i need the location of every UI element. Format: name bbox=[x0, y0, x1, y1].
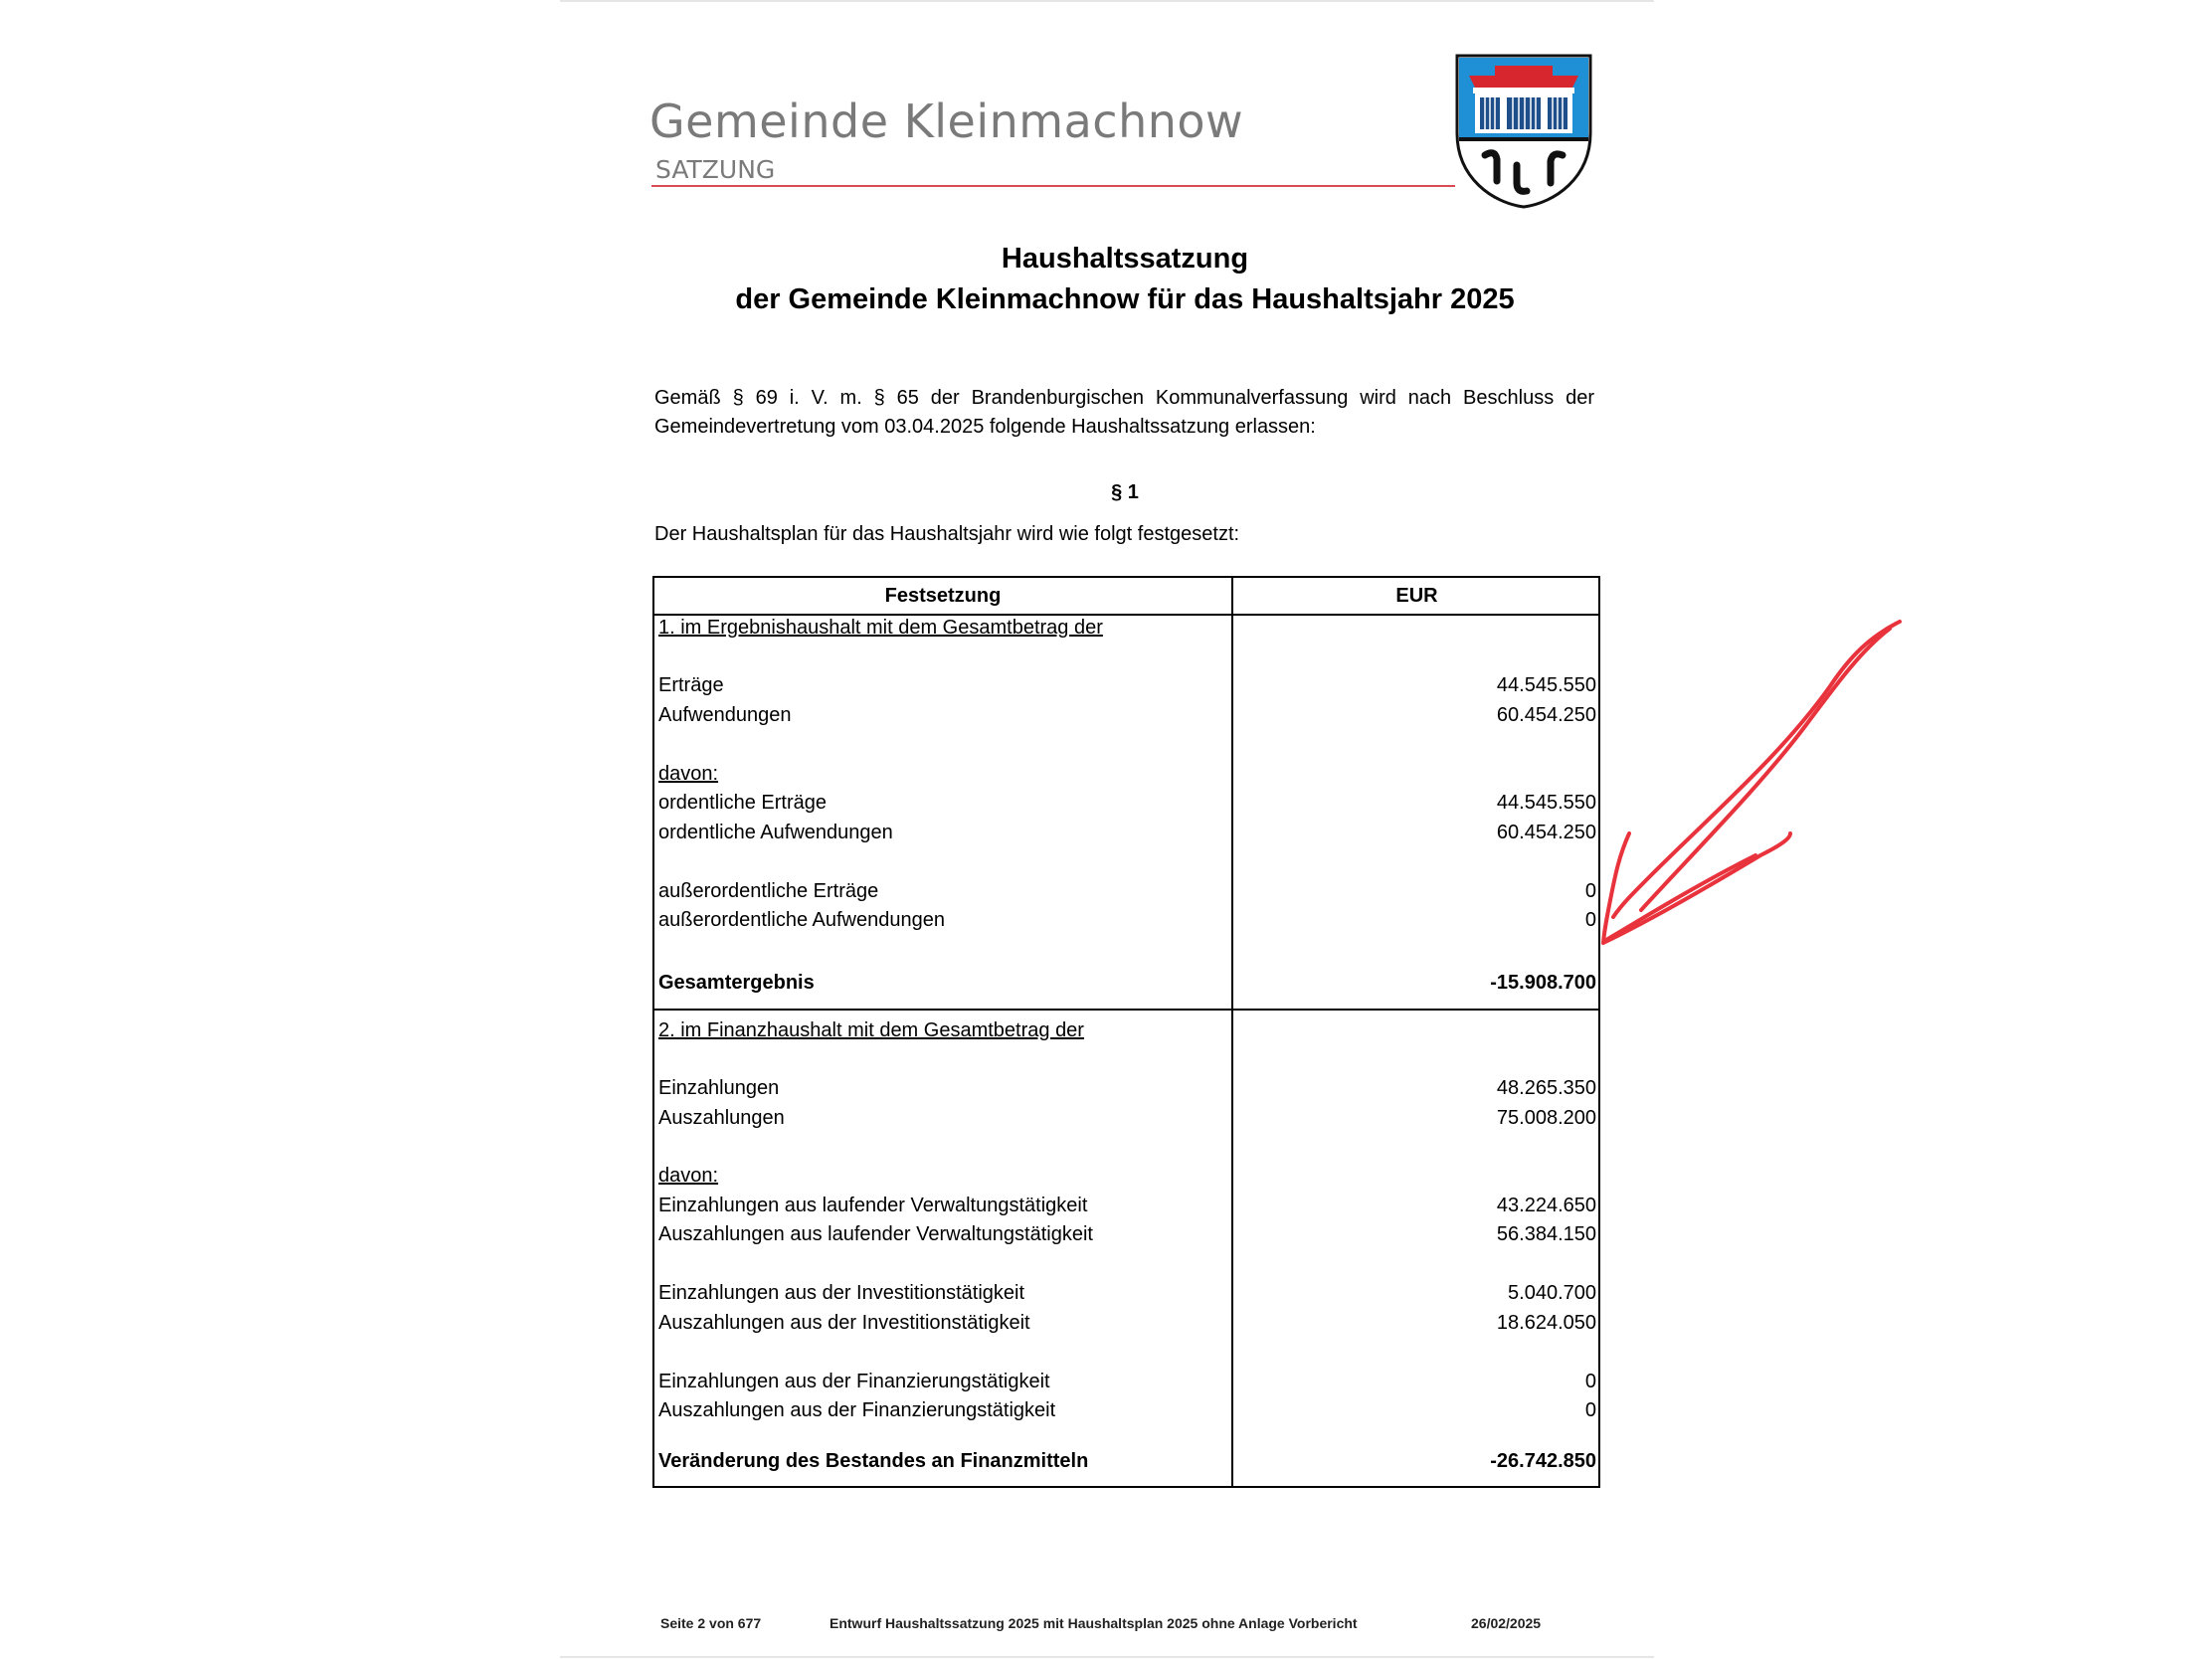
coat-of-arms-icon bbox=[1455, 54, 1592, 209]
total-label: Gesamtergebnis bbox=[658, 972, 815, 994]
table-row-value: 0 bbox=[1584, 1371, 1596, 1392]
table-row-label: ordentliche Erträge bbox=[658, 792, 827, 814]
total-value: -15.908.700 bbox=[1490, 972, 1596, 994]
header-rule bbox=[651, 185, 1455, 187]
table-row-value: 44.545.550 bbox=[1496, 792, 1596, 814]
table-row-label: Auszahlungen aus der Finanzierungstätigkeit bbox=[658, 1399, 1056, 1421]
total-label: Veränderung des Bestandes an Finanzmitteln bbox=[658, 1450, 1089, 1472]
table-row-label: Auszahlungen bbox=[658, 1107, 785, 1129]
page-bottom-edge bbox=[560, 1656, 1654, 1658]
document-title bbox=[560, 239, 1690, 320]
column-divider bbox=[1231, 578, 1233, 1486]
part2-heading: 2. im Finanzhaushalt mit dem Gesamtbetrag der bbox=[658, 1019, 1084, 1041]
table-row-value: 48.265.350 bbox=[1496, 1077, 1596, 1099]
header-eur: EUR bbox=[1395, 585, 1438, 607]
table-row-label: außerordentliche Aufwendungen bbox=[658, 909, 945, 931]
table-row-label: Einzahlungen aus der Finanzierungstätigkeit bbox=[658, 1371, 1050, 1392]
table-row-value: 43.224.650 bbox=[1496, 1195, 1596, 1216]
part1-heading: 1. im Ergebnishaushalt mit dem Gesamtbetrag der bbox=[658, 617, 1103, 639]
table-row-label: Auszahlungen aus laufender Verwaltungstätigkeit bbox=[658, 1223, 1093, 1245]
table-row-value: 60.454.250 bbox=[1496, 704, 1596, 726]
davon-label: davon: bbox=[658, 763, 719, 785]
footer-document-name: Entwurf Haushaltssatzung 2025 mit Haushaltsplan 2025 ohne Anlage Vorbericht bbox=[830, 1615, 1358, 1631]
table-row-value: 60.454.250 bbox=[1496, 822, 1596, 843]
table-row-value: 56.384.150 bbox=[1496, 1223, 1596, 1245]
title-line-2: der Gemeinde Kleinmachnow für das Haushaltsjahr 2025 bbox=[735, 283, 1515, 315]
table-row-value: 18.624.050 bbox=[1496, 1312, 1596, 1334]
document-page bbox=[560, 0, 1654, 1659]
section-intro: Der Haushaltsplan für das Haushaltsjahr wird wie folgt festgesetzt: bbox=[654, 523, 1240, 545]
table-row-label: Einzahlungen aus laufender Verwaltungstätigkeit bbox=[658, 1195, 1088, 1216]
table-row-value: 0 bbox=[1584, 909, 1596, 931]
table-row-value: 44.545.550 bbox=[1496, 674, 1596, 696]
section-number: § 1 bbox=[1111, 481, 1139, 503]
table-row-label: Einzahlungen bbox=[658, 1077, 780, 1099]
header-festsetzung: Festsetzung bbox=[884, 585, 1002, 607]
table-row-value: 5.040.700 bbox=[1508, 1282, 1596, 1304]
davon-label: davon: bbox=[658, 1165, 719, 1187]
footer-page-number: Seite 2 von 677 bbox=[660, 1615, 762, 1631]
table-row-label: Aufwendungen bbox=[658, 704, 792, 726]
header-divider bbox=[654, 614, 1598, 616]
title-line-1: Haushaltssatzung bbox=[1001, 243, 1249, 275]
table-row-label: ordentliche Aufwendungen bbox=[658, 822, 893, 843]
table-row-label: Erträge bbox=[658, 674, 724, 696]
total-value: -26.742.850 bbox=[1490, 1450, 1596, 1472]
section-divider bbox=[654, 1009, 1598, 1011]
org-name: Gemeinde Kleinmachnow bbox=[649, 94, 1244, 148]
table-row-value: 75.008.200 bbox=[1496, 1107, 1596, 1129]
table-row-value: 0 bbox=[1584, 880, 1596, 902]
table-row-label: Auszahlungen aus der Investitionstätigkeit bbox=[658, 1312, 1030, 1334]
table-row-value: 0 bbox=[1584, 1399, 1596, 1421]
budget-table bbox=[652, 576, 1600, 1488]
doc-type-label: SATZUNG bbox=[655, 155, 776, 184]
footer-date: 26/02/2025 bbox=[1471, 1615, 1542, 1631]
table-row-label: Einzahlungen aus der Investitionstätigkeit bbox=[658, 1282, 1025, 1304]
table-row-label: außerordentliche Erträge bbox=[658, 880, 879, 902]
intro-paragraph: Gemäß § 69 i. V. m. § 65 der Brandenburgischen Kommunalverfassung wird nach Beschluss der Gemeindevertretung vom 03.04.2025 folgende Haushaltssatzung erlassen: bbox=[654, 387, 1594, 438]
